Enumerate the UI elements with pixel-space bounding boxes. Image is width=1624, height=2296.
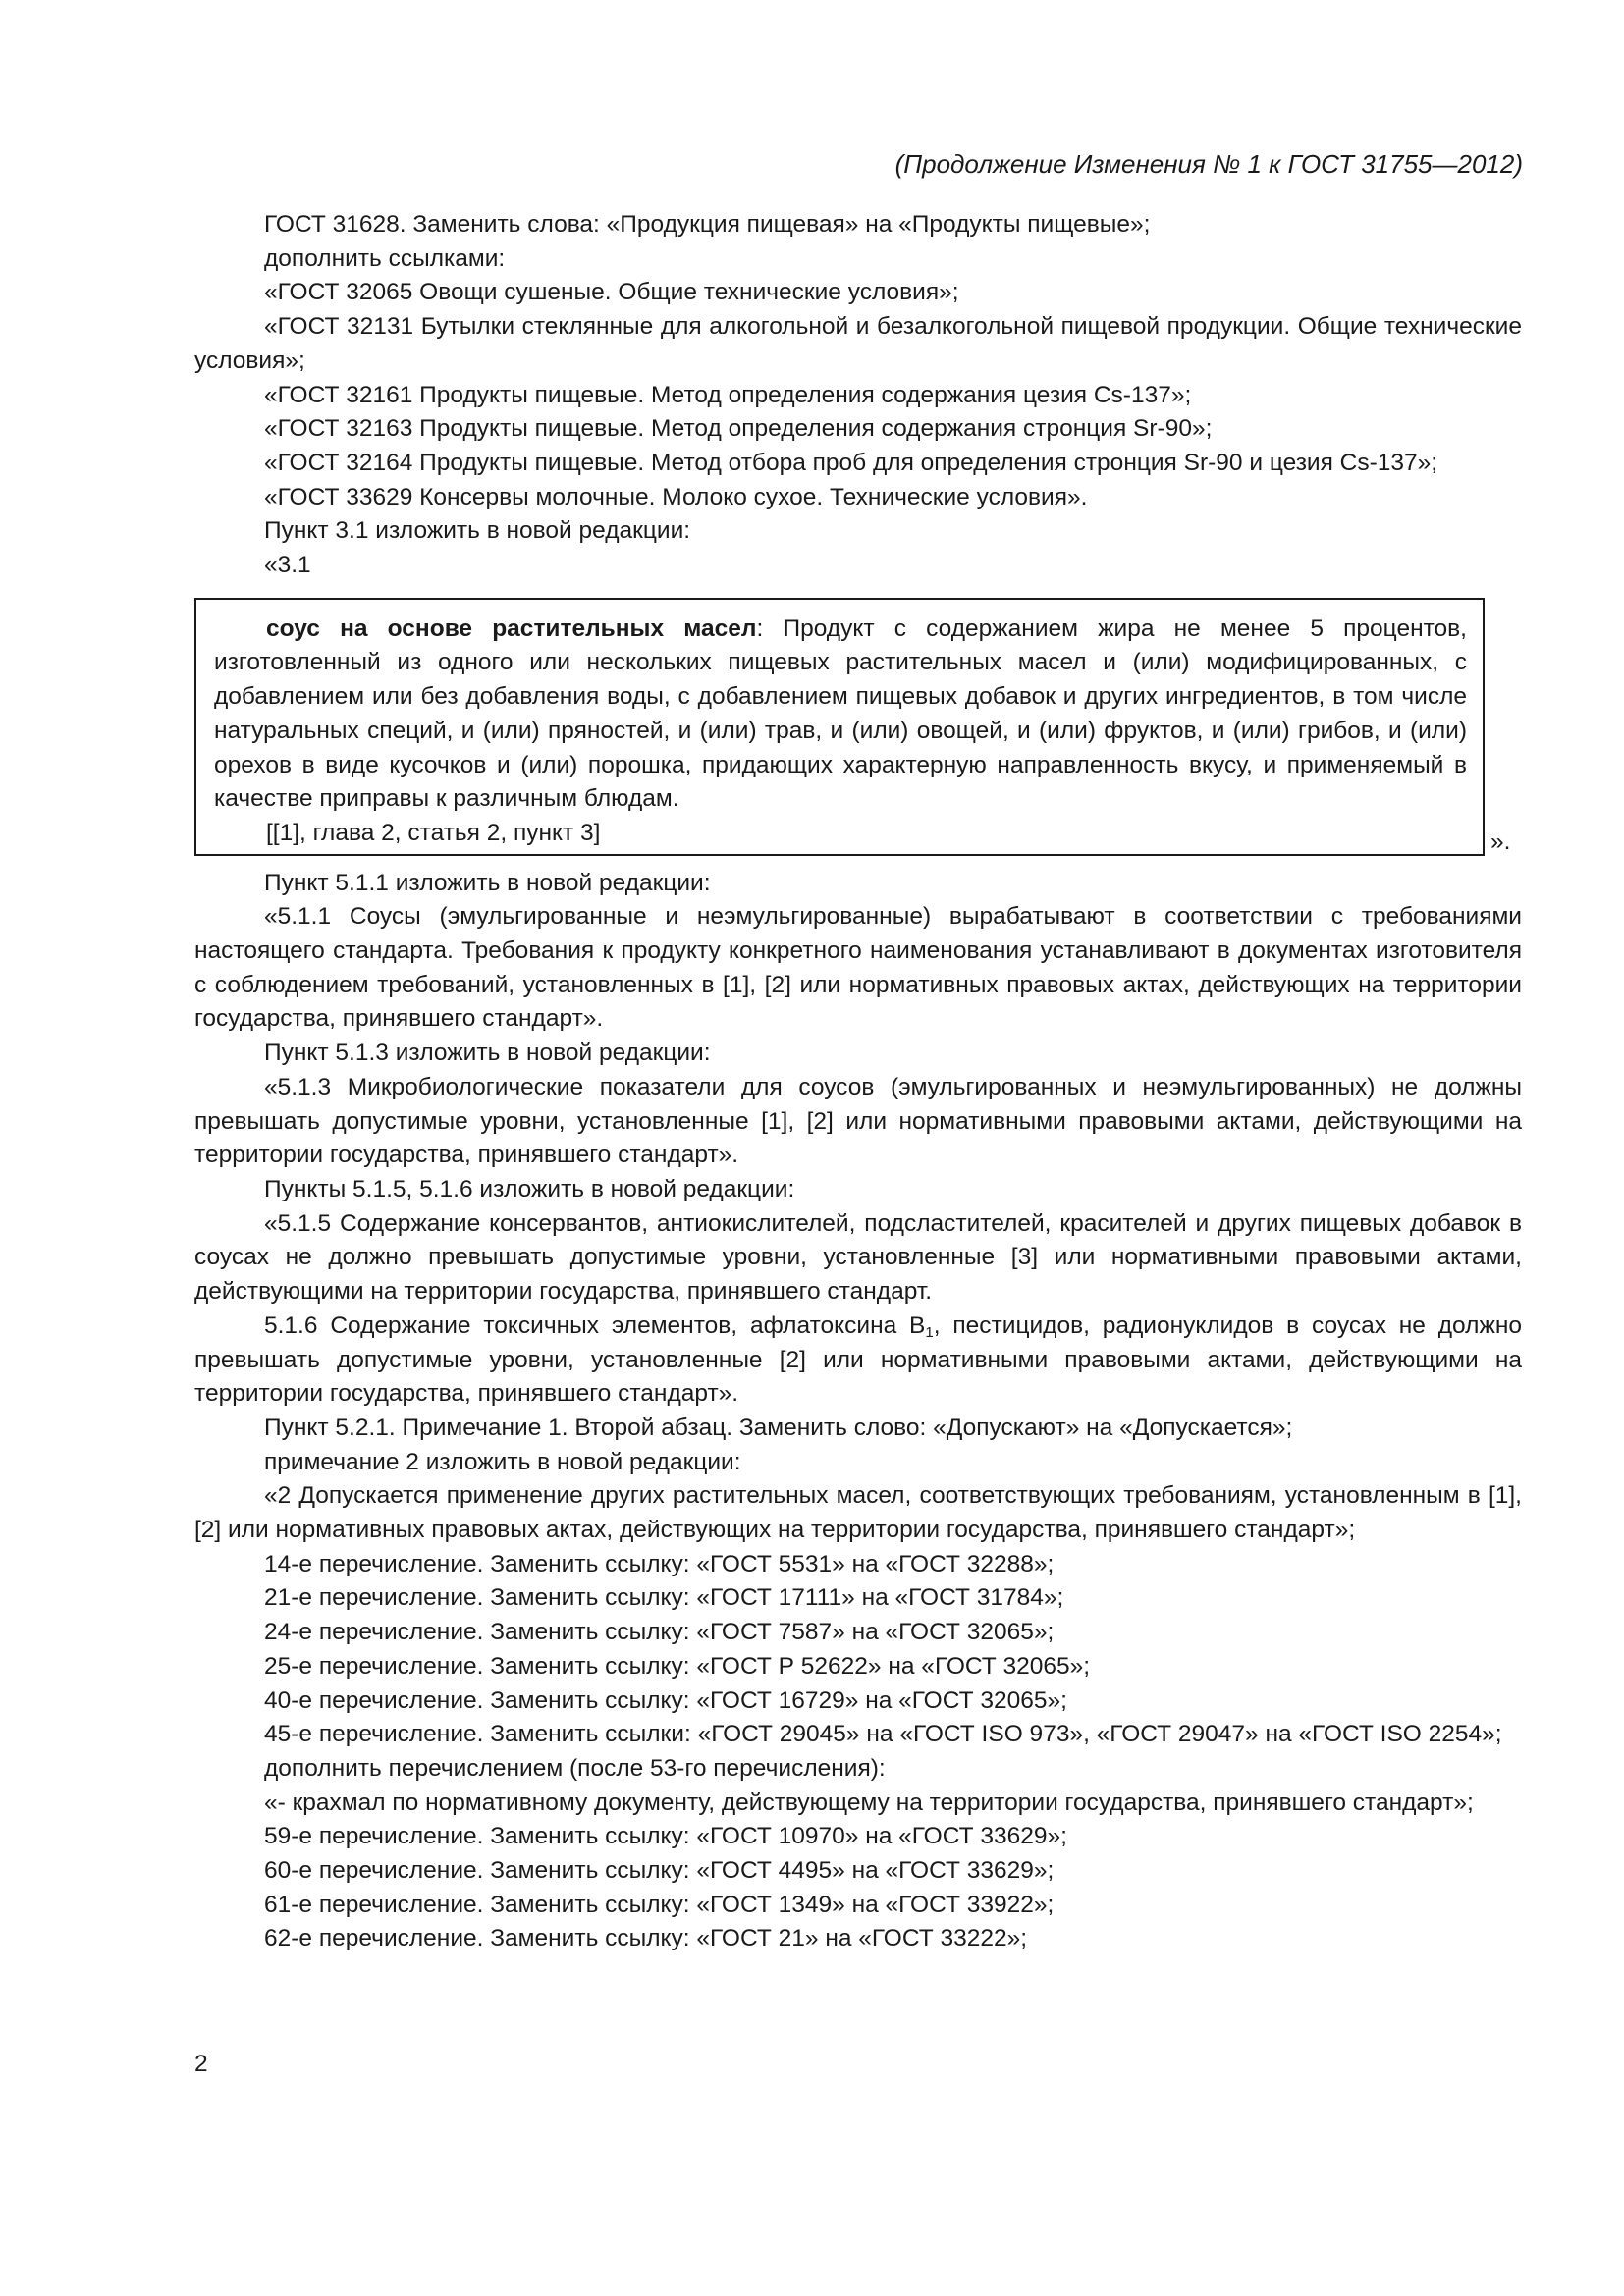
paragraph: 59-е перечисление. Заменить ссылку: «ГОСТ 10970» на «ГОСТ 33629»;: [264, 1823, 1067, 1850]
paragraph: 61-е перечисление. Заменить ссылку: «ГОСТ 1349» на «ГОСТ 33922»;: [264, 1891, 1055, 1918]
document-body: [194, 208, 1522, 1956]
paragraph: 21-е перечисление. Заменить ссылку: «ГОСТ 17111» на «ГОСТ 31784»;: [264, 1584, 1064, 1612]
paragraph: «ГОСТ 32131 Бутылки стеклянные для алкогольной и безалкогольной пищевой продукции. Общие технические условия»;: [194, 313, 1522, 374]
definition-source: [[1], глава 2, статья 2, пункт 3]: [266, 819, 601, 846]
definition-term: соус на основе растительных масел: [266, 614, 757, 642]
paragraph: 14-е перечисление. Заменить ссылку: «ГОСТ 5531» на «ГОСТ 32288»;: [264, 1550, 1055, 1577]
paragraph: 45-е перечисление. Заменить ссылки: «ГОСТ 29045» на «ГОСТ ISO 973», «ГОСТ 29047» на «ГОСТ ISO 2254»;: [264, 1721, 1502, 1748]
definition-text: [214, 613, 1467, 817]
paragraph: «ГОСТ 32161 Продукты пищевые. Метод определения содержания цезия Cs-137»;: [264, 381, 1192, 408]
page-number: 2: [194, 2051, 208, 2077]
paragraph: «5.1.1 Соусы (эмульгированные и неэмульгированные) вырабатывают в соответствии с требованиями настоящего стандарта. Требования к продукту конкретного наименования устанавливают в документах изготовителя с соблюдением требований, установленных в [1], [2] или нормативных правовых актах, действующих на территории государства, принявшего стандарт».: [194, 903, 1522, 1033]
paragraph: «5.1.5 Содержание консервантов, антиокислителей, подсластителей, красителей и других пищевых добавок в соусах не должно превышать допустимые уровни, установленные [3] или нормативными правовыми актами, действующими на территории государства, принявшего стандарт.: [194, 1209, 1522, 1306]
paragraph: примечание 2 изложить в новой редакции:: [264, 1448, 741, 1475]
paragraph: «3.1: [264, 552, 311, 579]
paragraph: Пункт 3.1 изложить в новой редакции:: [264, 517, 691, 545]
paragraph: «ГОСТ 32163 Продукты пищевые. Метод определения содержания стронция Sr-90»;: [264, 415, 1213, 443]
paragraph: «- крахмал по нормативному документу, действующему на территории государства, принявшего стандарт»;: [264, 1789, 1474, 1816]
paragraph: «ГОСТ 33629 Консервы молочные. Молоко сухое. Технические условия».: [264, 483, 1088, 510]
paragraph: Пункт 5.2.1. Примечание 1. Второй абзац. Заменить слово: «Допускают» на «Допускается»;: [264, 1414, 1293, 1441]
definition-box: [194, 598, 1485, 856]
closing-quote: ».: [1490, 828, 1511, 855]
definition-body: : Продукт с содержанием жира не менее 5 процентов, изготовленный из одного или нескольких пищевых растительных масел и (или) модифицированных, с добавлением или без добавления воды, с добавлением пищевых добавок и других ингредиентов, в том числе натуральных специй, и (или) пряностей, и (или) трав, и (или) овощей, и (или) фруктов, и (или) грибов, и (или) орехов в виде кусочков и (или) порошка, придающих характерную направленность вкусу, и применяемый в качестве приправы к различным блюдам.: [214, 614, 1467, 813]
paragraph: ГОСТ 31628. Заменить слова: «Продукция пищевая» на «Продукты пищевые»;: [264, 211, 1151, 238]
paragraph: 60-е перечисление. Заменить ссылку: «ГОСТ 4495» на «ГОСТ 33629»;: [264, 1857, 1055, 1885]
paragraph: дополнить перечислением (после 53-го перечисления):: [264, 1754, 886, 1782]
p516-text-start: 5.1.6 Содержание токсичных элементов, афлатоксина B: [264, 1311, 926, 1339]
paragraph: 24-е перечисление. Заменить ссылку: «ГОСТ 7587» на «ГОСТ 32065»;: [264, 1619, 1055, 1646]
paragraph: дополнить ссылками:: [264, 244, 506, 272]
paragraph: Пункты 5.1.5, 5.1.6 изложить в новой редакции:: [264, 1175, 795, 1202]
running-header: (Продолжение Изменения № 1 к ГОСТ 31755—2012): [894, 149, 1523, 179]
paragraph: «ГОСТ 32065 Овощи сушеные. Общие технические условия»;: [264, 279, 959, 306]
paragraph: 25-е перечисление. Заменить ссылку: «ГОСТ Р 52622» на «ГОСТ 32065»;: [264, 1652, 1091, 1680]
paragraph: Пункт 5.1.3 изложить в новой редакции:: [264, 1040, 711, 1067]
paragraph: Пункт 5.1.1 изложить в новой редакции:: [264, 869, 711, 896]
paragraph: 62-е перечисление. Заменить ссылку: «ГОСТ 21» на «ГОСТ 33222»;: [264, 1925, 1028, 1952]
p516-text-end: , пестицидов, радионуклидов в соусах не должно превышать допустимые уровни, установленные [2] или нормативными правовыми актами, действующими на территории государства, принявшего стандарт».: [194, 1311, 1522, 1408]
p516-subscript: 1: [925, 1323, 934, 1341]
paragraph-516: [194, 1309, 1522, 1412]
paragraph: 40-е перечисление. Заменить ссылку: «ГОСТ 16729» на «ГОСТ 32065»;: [264, 1686, 1067, 1714]
definition-block: [194, 598, 1522, 856]
paragraph: «5.1.3 Микробиологические показатели для соусов (эмульгированных и неэмульгированных) не должны превышать допустимые уровни, установленные [1], [2] или нормативными правовыми актами, действующими на территории государства, принявшего стандарт».: [194, 1073, 1522, 1169]
paragraph: «ГОСТ 32164 Продукты пищевые. Метод отбора проб для определения стронция Sr-90 и цезия Cs-137»;: [264, 449, 1438, 476]
paragraph: «2 Допускается применение других растительных масел, соответствующих требованиям, установленным в [1], [2] или нормативных правовых актах, действующих на территории государства, принявшего стандарт»;: [194, 1482, 1522, 1544]
